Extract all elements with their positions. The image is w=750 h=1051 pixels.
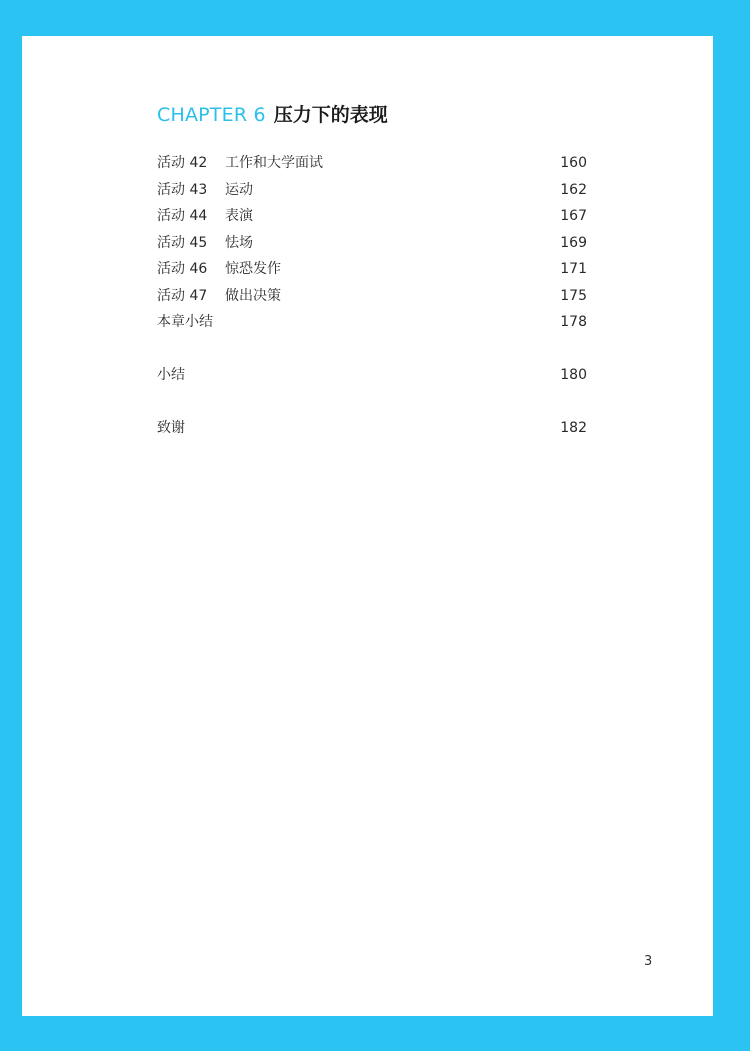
chapter-label: CHAPTER 6 (157, 104, 266, 126)
toc-entry-summary (157, 362, 587, 389)
toc-entry-title: 工作和大学面试 (225, 155, 323, 171)
toc-entry-page: 171 (560, 261, 587, 277)
toc-entry-title: 小结 (157, 367, 185, 383)
toc-entry-title: 本章小结 (157, 314, 213, 330)
toc-entry-title: 怯场 (225, 234, 253, 251)
toc-entry-activity-47 (157, 283, 587, 310)
toc-entry-number: 活动 42 (157, 155, 208, 171)
toc-entry-chapter-summary (157, 309, 587, 336)
toc-entry-title: 运动 (225, 181, 253, 198)
chapter-title: 压力下的表现 (273, 104, 388, 126)
table-of-contents (157, 150, 587, 442)
toc-entry-page: 160 (560, 155, 587, 171)
toc-entry-page: 175 (560, 287, 587, 304)
toc-entry-number: 活动 45 (157, 234, 208, 251)
toc-entry-page: 182 (560, 420, 587, 436)
toc-entry-number: 活动 44 (157, 208, 208, 224)
toc-entry-page: 167 (560, 208, 587, 224)
book-page (22, 36, 713, 1016)
page-number: 3 (644, 954, 653, 969)
toc-entry-activity-45 (157, 230, 587, 257)
toc-entry-title: 做出决策 (225, 287, 281, 304)
toc-entry-number: 活动 43 (157, 181, 208, 198)
toc-entry-page: 162 (560, 181, 587, 198)
toc-entry-title: 致谢 (157, 420, 185, 436)
toc-entry-page: 169 (560, 234, 587, 251)
toc-entry-activity-43 (157, 177, 587, 204)
toc-entry-page: 178 (560, 314, 587, 330)
toc-entry-title: 惊恐发作 (225, 261, 281, 277)
toc-entry-activity-42 (157, 150, 587, 177)
toc-entry-activity-46 (157, 256, 587, 283)
toc-entry-activity-44 (157, 203, 587, 230)
toc-entry-number: 活动 46 (157, 261, 208, 277)
toc-entry-page: 180 (560, 367, 587, 383)
chapter-heading (157, 100, 388, 127)
toc-entry-acknowledgements (157, 415, 587, 442)
toc-entry-title: 表演 (225, 208, 253, 224)
toc-entry-number: 活动 47 (157, 287, 208, 304)
